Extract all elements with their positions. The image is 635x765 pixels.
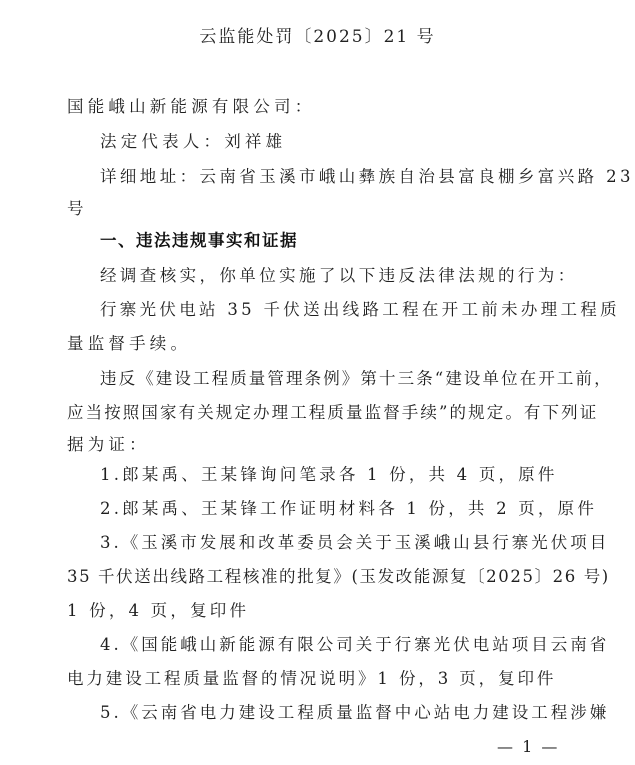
evidence-item-3-line-2: 35 千伏送出线路工程核准的批复》(玉发改能源复〔2025〕26 号) xyxy=(67,567,610,586)
evidence-item-3-line-1: 3.《玉溪市发展和改革委员会关于玉溪峨山县行寨光伏项目 xyxy=(100,533,610,552)
address-line-2: 号 xyxy=(67,199,88,218)
evidence-item-2: 2.郎某禹、王某锋工作证明材料各 1 份，共 2 页，原件 xyxy=(100,499,598,518)
evidence-item-1: 1.郎某禹、王某锋询问笔录各 1 份，共 4 页，原件 xyxy=(100,465,558,484)
legal-representative: 法定代表人：刘祥雄 xyxy=(100,132,287,151)
regulation-line-1: 违反《建设工程质量管理条例》第十三条“建设单位在开工前， xyxy=(100,369,613,388)
evidence-item-3-line-3: 1 份，4 页，复印件 xyxy=(67,601,250,620)
address-line-1: 详细地址：云南省玉溪市峨山彝族自治县富良棚乡富兴路 23 xyxy=(100,167,634,186)
violation-line-2: 量监督手续。 xyxy=(67,334,192,353)
violation-line-1: 行寨光伏电站 35 千伏送出线路工程在开工前未办理工程质 xyxy=(100,300,620,319)
evidence-item-5-line-1: 5.《云南省电力建设工程质量监督中心站电力建设工程涉嫌 xyxy=(100,703,610,722)
addressee: 国能峨山新能源有限公司： xyxy=(67,97,316,116)
section-heading-violations: 一、违法违规事实和证据 xyxy=(100,231,298,250)
intro-paragraph: 经调查核实，你单位实施了以下违反法律法规的行为： xyxy=(100,266,578,285)
regulation-line-3: 据为证： xyxy=(67,435,150,454)
document-number: 云监能处罚〔2025〕21 号 xyxy=(199,27,436,47)
regulation-line-2: 应当按照国家有关规定办理工程质量监督手续”的规定。有下列证 xyxy=(67,403,599,422)
page-number: — 1 — xyxy=(497,737,560,756)
evidence-item-4-line-2: 电力建设工程质量监督的情况说明》1 份，3 页，复印件 xyxy=(67,669,557,688)
evidence-item-4-line-1: 4.《国能峨山新能源有限公司关于行寨光伏电站项目云南省 xyxy=(100,635,610,654)
